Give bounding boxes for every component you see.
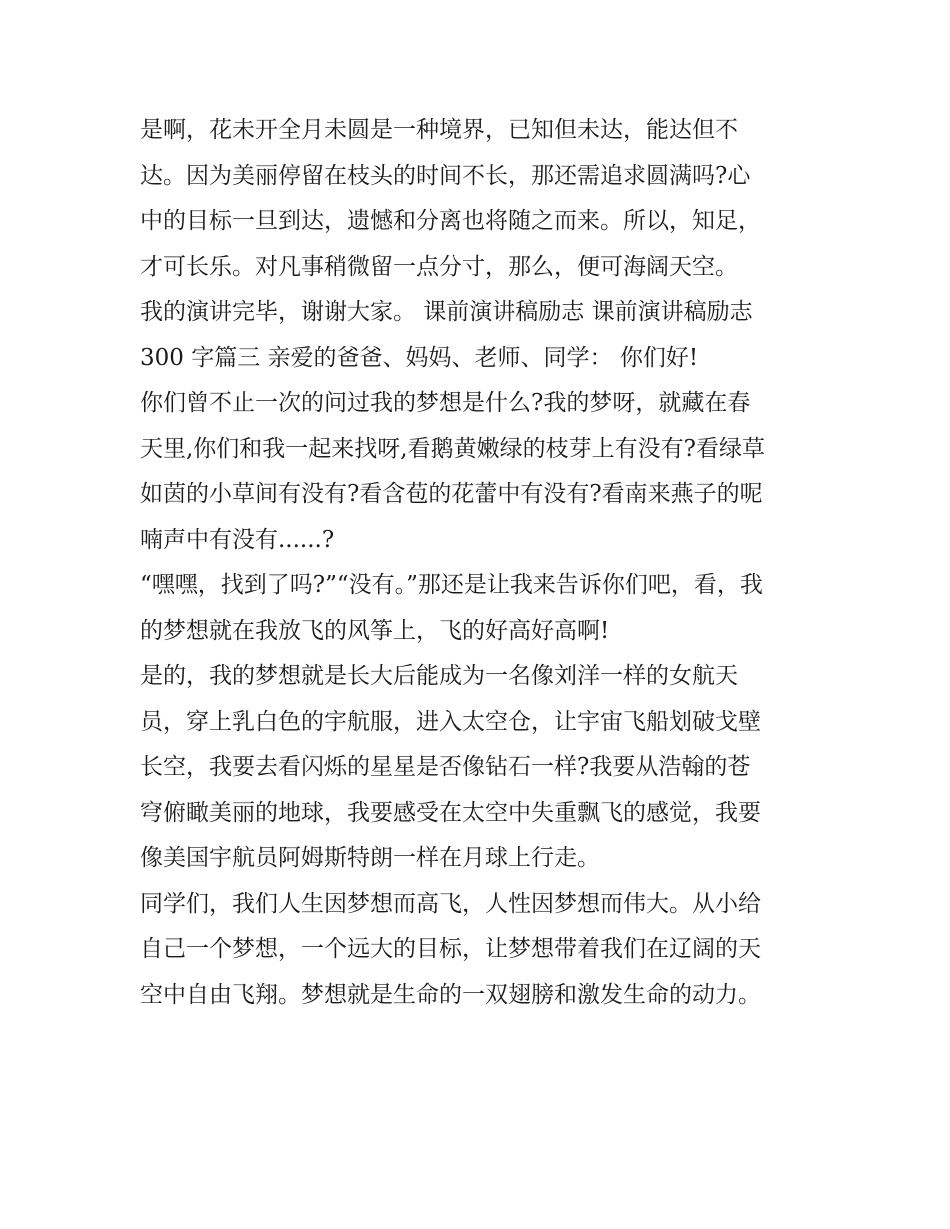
document-body bbox=[140, 108, 820, 1018]
text-line: 中的目标一旦到达，遗憾和分离也将随之而来。所以，知足， bbox=[140, 208, 761, 234]
text-line: 300 字篇三 亲爱的爸爸、妈妈、老师、同学： 你们好! bbox=[140, 344, 699, 371]
text-line: 穹俯瞰美丽的地球，我要感受在太空中失重飘飞的感觉，我要 bbox=[140, 799, 761, 826]
text-line: 长空，我要去看闪烁的星星是否像钻石一样?我要从浩翰的苍 bbox=[140, 754, 751, 780]
text-line: 才可长乐。对凡事稍微留一点分寸，那么，便可海阔天空。 bbox=[140, 253, 738, 280]
text-line: 如茵的小草间有没有?看含苞的花蕾中有没有?看南来燕子的呢 bbox=[140, 481, 763, 507]
text-line: 空中自由飞翔。梦想就是生命的一双翅膀和激发生命的动力。 bbox=[140, 981, 761, 1008]
text-line: “嘿嘿，找到了吗?”“没有。”那还是让我来告诉你们吧，看，我 bbox=[140, 572, 763, 598]
text-line: 的梦想就在我放飞的风筝上，飞的好高好高啊! bbox=[140, 617, 610, 644]
text-line: 喃声中有没有......? bbox=[140, 526, 335, 553]
text-line: 我的演讲完毕，谢谢大家。 课前演讲稿励志 课前演讲稿励志 bbox=[140, 299, 753, 325]
text-line: 你们曾不止一次的问过我的梦想是什么?我的梦呀，就藏在春 bbox=[140, 390, 751, 416]
text-line: 同学们，我们人生因梦想而高飞，人性因梦想而伟大。从小给 bbox=[140, 890, 761, 917]
text-line: 是啊，花未开全月未圆是一种境界，已知但未达，能达但不 bbox=[140, 117, 738, 143]
text-line: 是的，我的梦想就是长大后能成为一名像刘洋一样的女航天 bbox=[140, 663, 738, 689]
text-line: 天里,你们和我一起来找呀,看鹅黄嫩绿的枝芽上有没有?看绿草 bbox=[140, 435, 765, 462]
text-line: 像美国宇航员阿姆斯特朗一样在月球上行走。 bbox=[140, 845, 600, 871]
text-line: 自己一个梦想，一个远大的目标，让梦想带着我们在辽阔的天 bbox=[140, 936, 761, 962]
text-line: 达。因为美丽停留在枝头的时间不长，那还需追求圆满吗?心 bbox=[140, 162, 751, 189]
text-line: 员，穿上乳白色的宇航服，进入太空仓，让宇宙飞船划破戈壁 bbox=[140, 708, 761, 735]
